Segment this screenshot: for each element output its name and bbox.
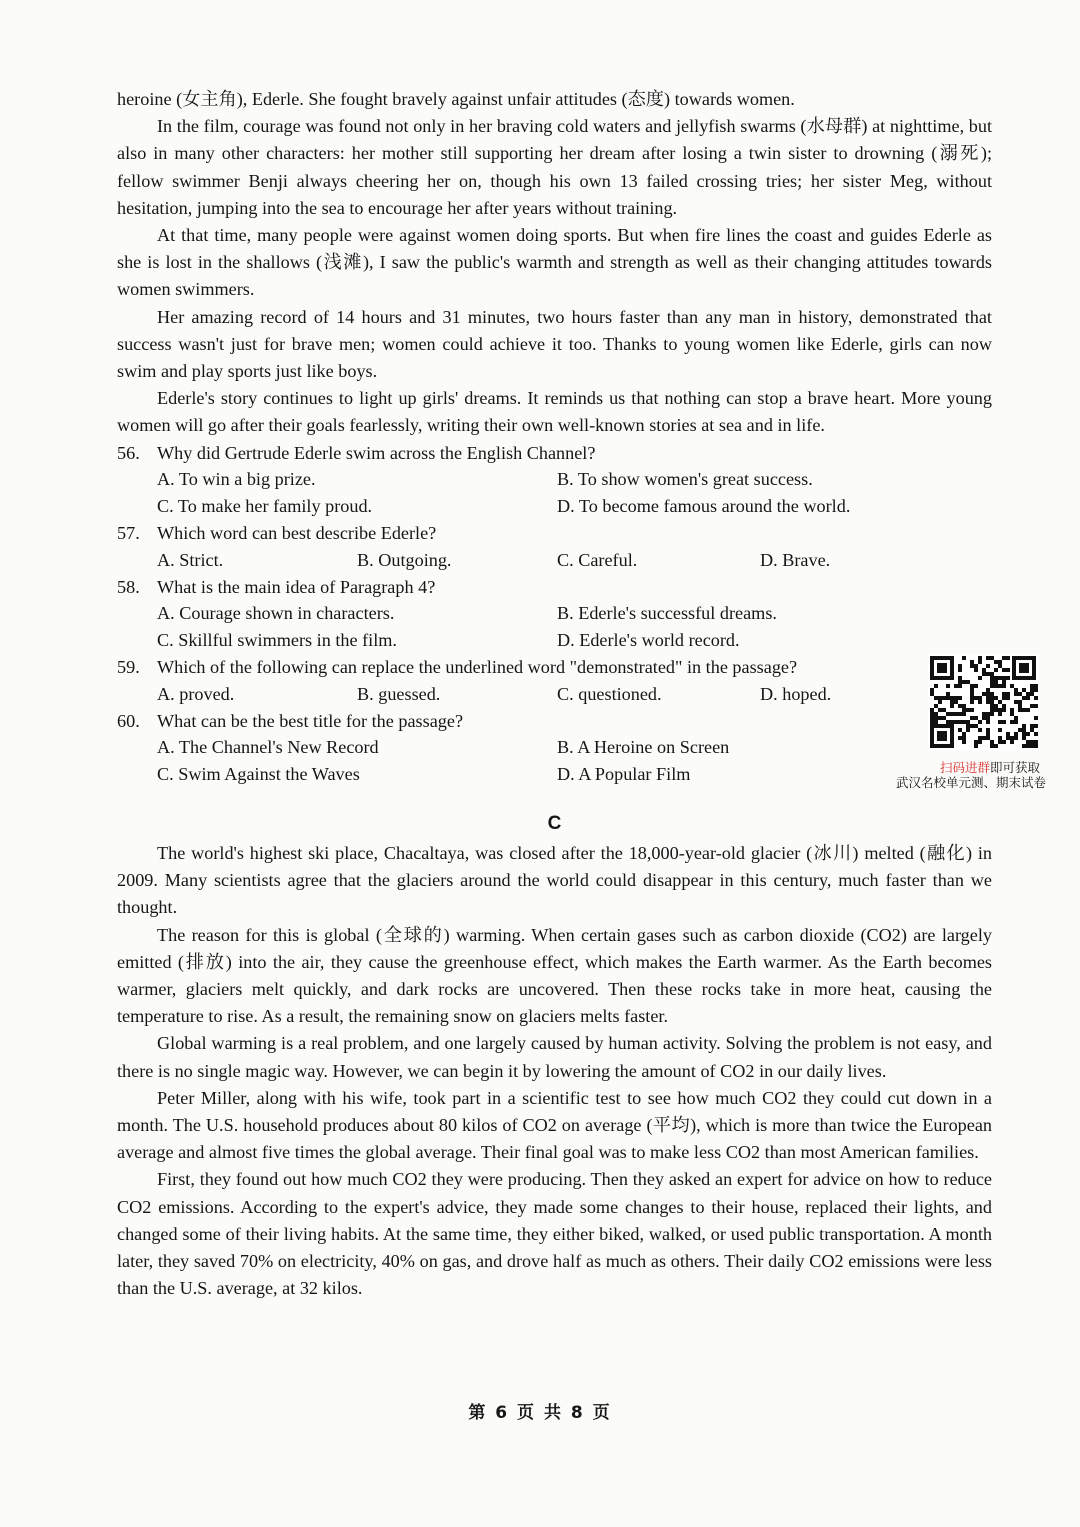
question-stem: What is the main idea of Paragraph 4?	[157, 576, 436, 597]
passage-b-paragraph-2: In the film, courage was found not only in her braving cold waters and jellyfish swarms (水母群) at nighttime, but also in many other characters: her mother still supporting her dream after losing a twin sister to drowning (溺死); fellow swimmer Benji always cheering her on, though his own 13 failed crossing tries; her sister Meg, without hesitation, jumping into the sea to encourage her after years without training.	[117, 116, 992, 218]
option-a: A. The Channel's New Record	[157, 737, 379, 758]
question-56	[117, 440, 992, 520]
option-c: C. Swim Against the Waves	[157, 764, 360, 785]
question-number: 57.	[117, 523, 140, 544]
option-b: B. To show women's great success.	[557, 469, 813, 490]
option-a: A. Strict.	[157, 549, 224, 570]
question-stem: What can be the best title for the passage?	[157, 710, 464, 731]
question-57	[117, 520, 992, 574]
passage-c-paragraph-1: The world's highest ski place, Chacaltaya, was closed after the 18,000-year-old glacier (冰川) melted (融化) in 2009. Many scientists agree that the glaciers around the world could disappear in this century, much faster than we thought.	[117, 843, 992, 918]
option-a: A. Courage shown in characters.	[157, 603, 395, 624]
passage-c-paragraph-2: The reason for this is global (全球的) warming. When certain gases such as carbon dioxide (CO2) are largely emitted (排放) into the air, they cause the greenhouse effect, which makes the Earth warmer. As the Earth becomes warmer, glaciers melt quickly, and dark rocks are uncovered. Then these rocks take in more heat, causing the temperature to rise. As a result, the remaining snow on glaciers melts faster.	[117, 924, 992, 1027]
option-c: C. Careful.	[557, 549, 638, 570]
question-number: 58.	[117, 576, 140, 597]
page-footer: 第 6 页 共 8 页	[468, 1403, 612, 1423]
option-b: B. A Heroine on Screen	[557, 737, 730, 758]
option-b: B. Outgoing.	[357, 549, 452, 570]
option-d: D. hoped.	[760, 683, 832, 704]
passage-b-paragraph-4: Her amazing record of 14 hours and 31 minutes, two hours faster than any man in history, demonstrated that success wasn't just for brave men; women could achieve it too. Thanks to young women like Ederle, girls can now swim and play sports just like boys.	[117, 306, 992, 382]
qr-code-icon[interactable]	[928, 654, 1038, 750]
option-a: A. To win a big prize.	[157, 469, 316, 490]
option-d: D. Brave.	[760, 549, 831, 570]
qr-caption-highlight: 扫码进群	[939, 760, 990, 775]
option-d: D. To become famous around the world.	[557, 496, 851, 517]
question-stem: Which word can best describe Ederle?	[157, 523, 437, 544]
exam-page	[117, 86, 992, 1302]
passage-c-paragraph-3: Global warming is a real problem, and one largely caused by human activity. Solving the problem is not easy, and there is no single magic way. However, we can begin it by lowering the amount of CO2 in our daily lives.	[117, 1033, 992, 1081]
passage-b-paragraph-1: heroine (女主角), Ederle. She fought bravely against unfair attitudes (态度) towards women.	[117, 89, 795, 109]
question-58	[117, 574, 992, 654]
question-59	[117, 654, 992, 708]
option-c: C. questioned.	[557, 683, 662, 704]
option-d: D. A Popular Film	[557, 764, 691, 785]
passage-b-paragraph-5: Ederle's story continues to light up girls' dreams. It reminds us that nothing can stop a brave heart. More young women will go after their goals fearlessly, writing their own well-known stories at sea and in life.	[117, 388, 992, 436]
passage-c-paragraph-5: First, they found out how much CO2 they were producing. Then they asked an expert for advice on how to reduce CO2 emissions. According to the expert's advice, they made some changes to their house, replaced their lights, and changed some of their living habits. At the same time, they either biked, walked, or used public transportation. A month later, they saved 70% on electricity, 40% on gas, and drove half as much as others. Their daily CO2 emissions were less than the U.S. average, at 32 kilos.	[117, 1169, 992, 1299]
question-stem: Which of the following can replace the underlined word "demonstrated" in the passage?	[157, 657, 798, 678]
passage-c-paragraph-4: Peter Miller, along with his wife, took part in a scientific test to see how much CO2 they could cut down in a month. The U.S. household produces about 80 kilos of CO2 on average (平均), which is more than twice the European average and almost five times the global average. Their final goal was to make less CO2 than most American families.	[117, 1087, 992, 1163]
option-a: A. proved.	[157, 683, 235, 704]
option-d: D. Ederle's world record.	[557, 630, 740, 651]
qr-caption-rest: 即可获取	[990, 760, 1041, 775]
option-b: B. Ederle's successful dreams.	[557, 603, 777, 624]
question-number: 60.	[117, 710, 140, 731]
qr-caption-line2: 武汉名校单元测、期末试卷	[896, 775, 1047, 790]
question-number: 56.	[117, 442, 140, 463]
question-stem: Why did Gertrude Ederle swim across the English Channel?	[157, 442, 596, 463]
option-c: C. Skillful swimmers in the film.	[157, 630, 397, 651]
option-c: C. To make her family proud.	[157, 496, 373, 517]
option-b: B. guessed.	[357, 683, 441, 704]
passage-b-paragraph-3: At that time, many people were against women doing sports. But when fire lines the coast and guides Ederle as she is lost in the shallows (浅滩), I saw the public's warmth and strength as well as their changing attitudes towards women swimmers.	[117, 225, 992, 300]
section-c-heading: C	[547, 813, 562, 834]
question-60	[117, 708, 992, 788]
question-number: 59.	[117, 657, 140, 678]
